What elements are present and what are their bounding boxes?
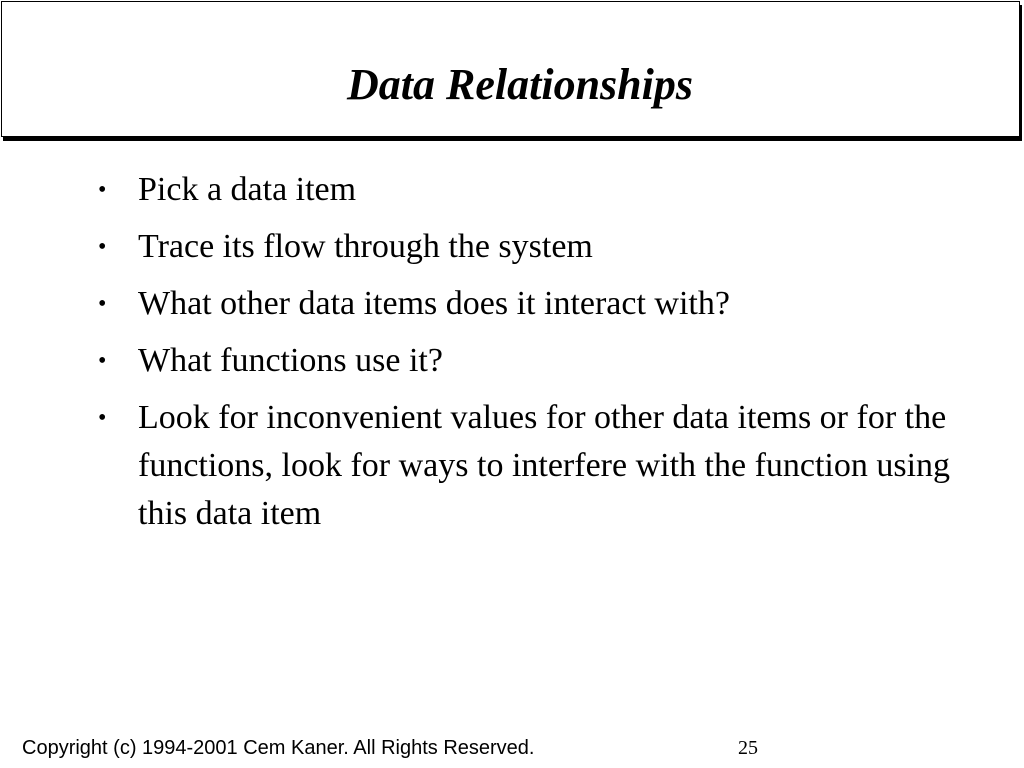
slide-title: Data Relationships xyxy=(347,60,693,109)
bullet-text: What other data items does it interact with? xyxy=(138,285,730,322)
bullet-list xyxy=(98,166,978,547)
bullet-item xyxy=(98,280,978,328)
bullet-dot-icon: • xyxy=(98,405,107,431)
footer-copyright: Copyright (c) 1994-2001 Cem Kaner. All Rights Reserved. xyxy=(22,737,535,759)
bullet-item xyxy=(98,394,978,538)
bullet-item xyxy=(98,337,978,385)
bullet-text: Pick a data item xyxy=(138,171,357,208)
bullet-text: Trace its flow through the system xyxy=(138,228,593,265)
bullet-item xyxy=(98,223,978,271)
bullet-dot-icon: • xyxy=(98,291,107,317)
bullet-dot-icon: • xyxy=(98,348,107,374)
bullet-text: Look for inconvenient values for other data items or for the functions, look for ways to interfere with the function using this data item xyxy=(138,399,951,532)
bullet-text: What functions use it? xyxy=(138,342,443,379)
page-number: 25 xyxy=(738,737,758,759)
bullet-dot-icon: • xyxy=(98,177,107,203)
bullet-item xyxy=(98,166,978,214)
bullet-dot-icon: • xyxy=(98,234,107,260)
